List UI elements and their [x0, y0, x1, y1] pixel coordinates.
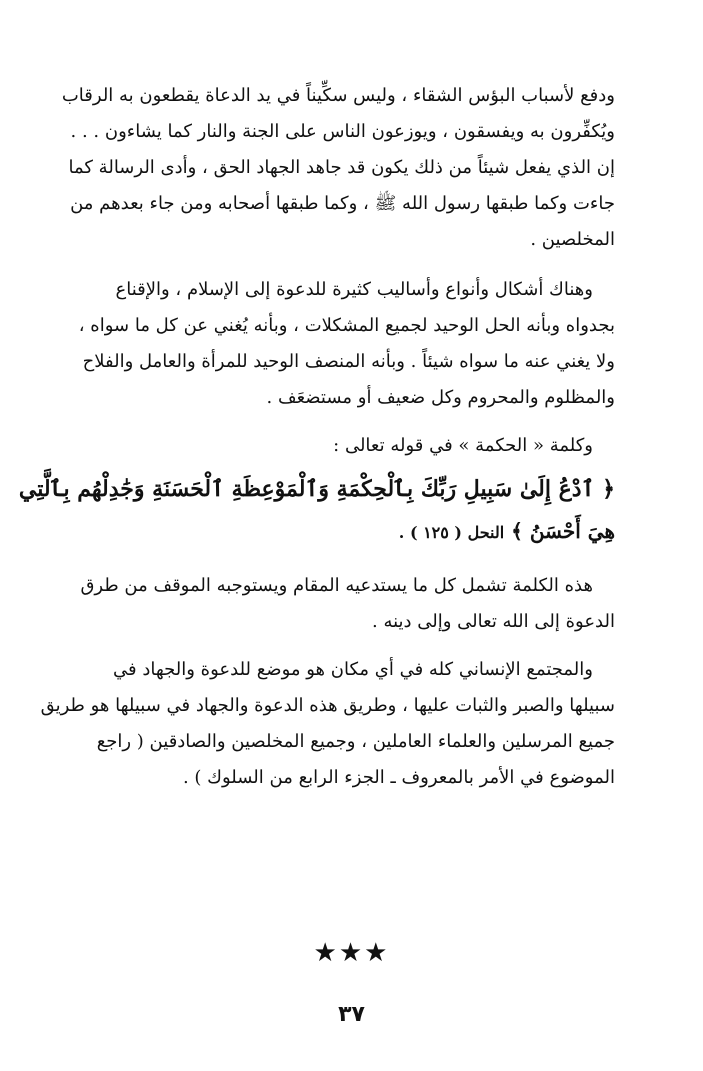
text-line: هذه الكلمة تشمل كل ما يستدعيه المقام ويستوجبه الموقف من طرق	[80, 575, 593, 596]
text-line: ولا يغني عنه ما سواه شيئاً . وبأنه المنصف الوحيد للمرأة والعامل والفلاح	[82, 351, 615, 372]
text-line: إن الذي يفعل شيئاً من ذلك يكون قد جاهد الجهاد الحق ، وأدى الرسالة كما	[68, 157, 615, 178]
text-line: جميع المرسلين والعلماء العاملين ، وجميع المخلصين والصادقين ( راجع	[96, 731, 615, 752]
paragraph-4	[80, 568, 615, 640]
verse-reference: النحل ( ١٢٥ ) .	[398, 523, 505, 542]
quran-verse	[18, 468, 615, 552]
text-line: ودفع لأسباب البؤس الشقاء ، وليس سكِّيناً في يد الدعاة يقطعون به الرقاب	[61, 85, 615, 106]
text-line: الموضوع في الأمر بالمعروف ـ الجزء الرابع من السلوك ) .	[182, 767, 615, 788]
paragraph-1	[61, 78, 615, 258]
text-line: ويُكفِّرون به ويفسقون ، ويوزعون الناس على الجنة والنار كما يشاءون . . .	[70, 121, 615, 142]
section-separator: ★★★	[313, 938, 390, 968]
page-number: ٣٧	[338, 1002, 365, 1027]
text-line: وهناك أشكال وأنواع وأساليب كثيرة للدعوة إلى الإسلام ، والإقناع	[115, 279, 593, 300]
text-line: والمظلوم والمحروم وكل ضعيف أو مستضعَف .	[266, 387, 615, 408]
paragraph-5	[40, 652, 615, 796]
text-line: الدعوة إلى الله تعالى وإلى دينه .	[372, 611, 615, 632]
text-line: جاءت وكما طبقها رسول الله ﷺ ، وكما طبقها أصحابه ومن جاء بعدهم من	[70, 193, 615, 214]
paragraph-2	[78, 272, 615, 416]
text-line: وكلمة « الحكمة » في قوله تعالى :	[333, 435, 593, 456]
text-line: والمجتمع الإنساني كله في أي مكان هو موضع للدعوة والجهاد في	[113, 659, 593, 680]
paragraph-3	[90, 428, 615, 464]
verse-line	[90, 510, 615, 552]
verse-text: هِيَ أَحْسَنُ ﴾	[511, 519, 615, 543]
text-line: بجدواه وبأنه الحل الوحيد لجميع المشكلات ، وبأنه يُغني عن كل ما سواه ،	[78, 315, 615, 336]
text-line: المخلصين .	[530, 229, 615, 250]
verse-line: ﴿ ٱدْعُ إِلَىٰ سَبِيلِ رَبِّكَ بِٱلْحِكْمَةِ وَٱلْمَوْعِظَةِ ٱلْحَسَنَةِ وَجَٰدِلْهُم بِٱلَّتِي	[18, 476, 615, 502]
text-line: سبيلها والصبر والثبات عليها ، وطريق هذه الدعوة والجهاد في سبيلها هو طريق	[40, 695, 615, 716]
